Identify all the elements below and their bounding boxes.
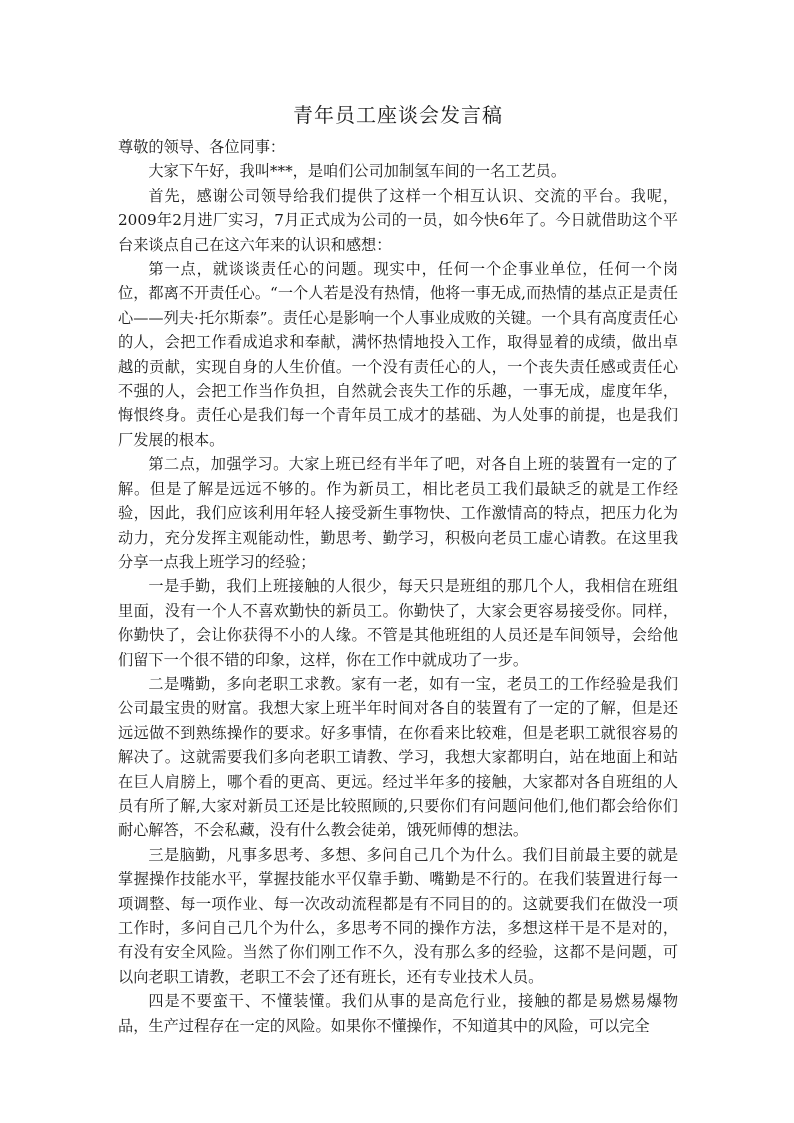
paragraph-no-recklessness: 四是不要蛮干、不懂装懂。我们从事的是高危行业，接触的都是易燃易爆物品，生产过程存在一定的风险。如果你不懂操作，不知道其中的风险，可以完全	[118, 992, 678, 1035]
paragraph-mouth-diligence: 二是嘴勤，多向老职工求教。家有一老，如有一宝，老员工的工作经验是我们公司最宝贵的财富。我想大家上班半年时间对各自的装置有了一定的了解，但是还远远做不到熟练操作的要求。好多事情，在你看来比较难，但是老职工就很容易的解决了。这就需要我们多向老职工请教、学习，我想大家都明白，站在地面上和站在巨人肩膀上，哪个看的更高、更远。经过半年多的接触，大家都对各自班组的人员有所了解,大家对新员工还是比较照顾的,只要你们有问题问他们,他们都会给你们耐心解答，不会私藏，没有什么教会徒弟，饿死师傅的想法。	[118, 674, 678, 840]
document-page	[118, 100, 678, 1038]
salutation: 尊敬的领导、各位同事：	[118, 138, 286, 156]
paragraph-brain-diligence: 三是脑勤，凡事多思考、多想、多问自己几个为什么。我们目前最主要的就是掌握操作技能水平，掌握技能水平仅靠手勤、嘴勤是不行的。在我们装置进行每一项调整、每一项作业、每一次改动流程都是有不同目的的。这就要我们在做没一项工作时，多问自己几个为什么，多思考不同的操作方法，多想这样干是不是对的，有没有安全风险。当然了你们刚工作不久，没有那么多的经验，这都不是问题，可以向老职工请教，老职工不会了还有班长，还有专业技术人员。	[118, 845, 678, 986]
document-title: 青年员工座谈会发言稿	[293, 103, 503, 127]
paragraph-hand-diligence: 一是手勤，我们上班接触的人很少，每天只是班组的那几个人，我相信在班组里面，没有一个人不喜欢勤快的新员工。你勤快了，大家会更容易接受你。同样，你勤快了，会让你获得不小的人缘。不管是其他班组的人员还是车间领导，会给他们留下一个很不错的印象，这样，你在工作中就成功了一步。	[118, 577, 678, 669]
paragraph-greeting: 大家下午好，我叫***，是咱们公司加制氢车间的一名工艺员。	[148, 162, 567, 181]
paragraph-responsibility: 第一点，就谈谈责任心的问题。现实中，任何一个企事业单位，任何一个岗位，都离不开责任心。“一个人若是没有热情，他将一事无成,而热情的基点正是责任心——列夫·托尔斯泰”。责任心是影响一个人事业成败的关键。一个具有高度责任心的人，会把工作看成追求和奉献，满怀热情地投入工作，取得显着的成绩，做出卓越的贡献，实现自身的人生价值。一个没有责任心的人，一个丧失责任感或责任心不强的人，会把工作当作负担，自然就会丧失工作的乐趣，一事无成，虚度年华，悔恨终身。责任心是我们每一个青年员工成才的基础、为人处事的前提，也是我们厂发展的根本。	[118, 260, 678, 449]
paragraph-learning: 第二点，加强学习。大家上班已经有半年了吧，对各自上班的装置有一定的了解。但是了解是远远不够的。作为新员工，相比老员工我们最缺乏的就是工作经验，因此，我们应该利用年轻人接受新生事物快、工作激情高的特点，把压力化为动力，充分发挥主观能动性，勤思考、勤学习，积极向老员工虚心请教。在这里我分享一点我上班学习的经验；	[118, 455, 678, 571]
paragraph-intro: 首先，感谢公司领导给我们提供了这样一个相互认识、交流的平台。我呢，2009年2月进厂实习，7月正式成为公司的一员，如今快6年了。今日就借助这个平台来谈点自己在这六年来的认识和感想：	[118, 186, 678, 254]
